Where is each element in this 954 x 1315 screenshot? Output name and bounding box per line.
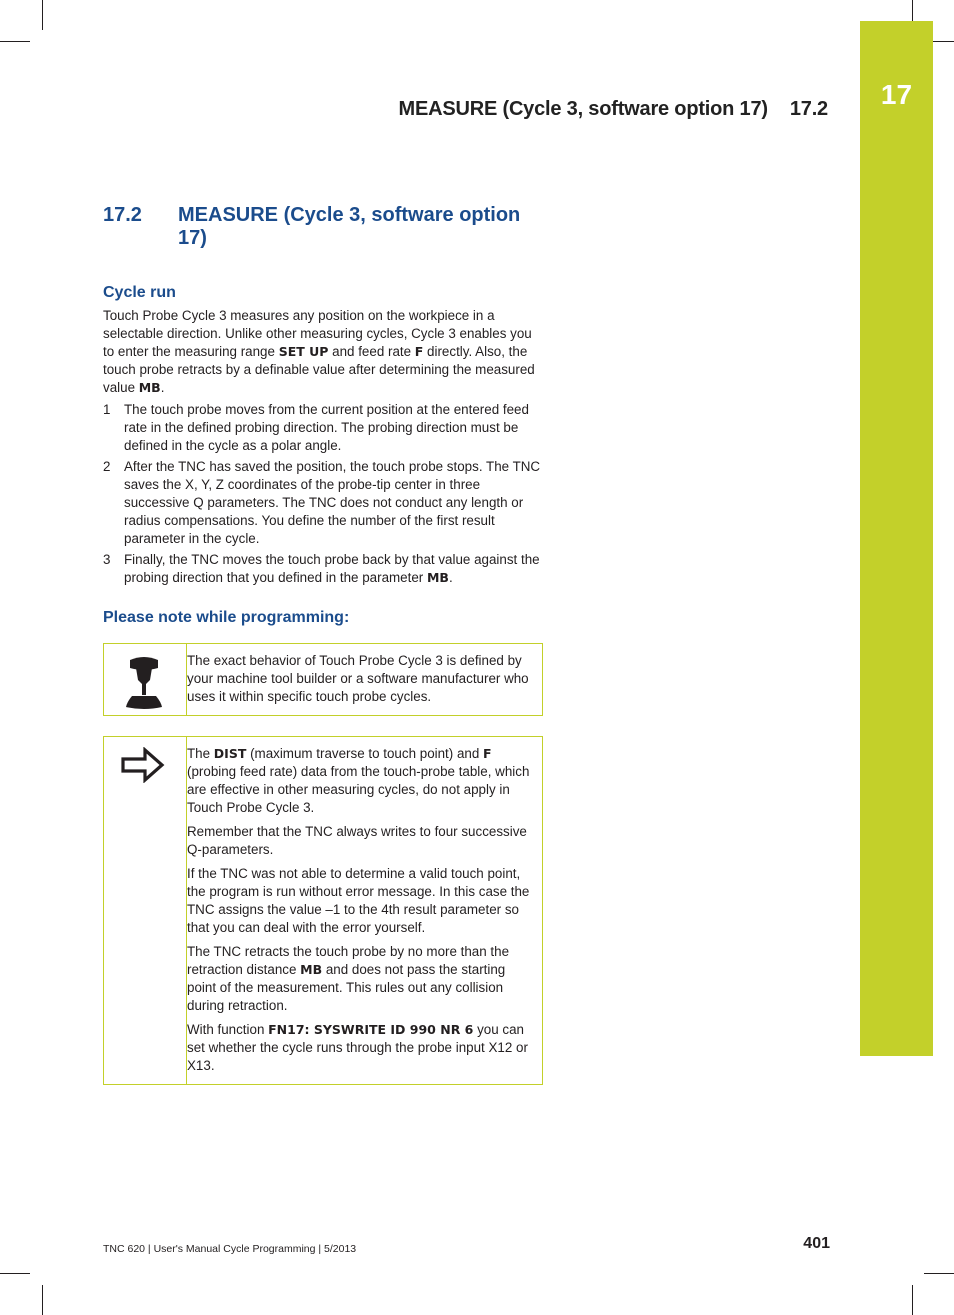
cycle-steps-list bbox=[103, 401, 543, 587]
page-number: 401 bbox=[803, 1235, 830, 1252]
list-item bbox=[103, 458, 543, 548]
step-text: The touch probe moves from the current position at the entered feed rate in the defined probing direction. The probing direction must be defined in the cycle as a polar angle. bbox=[124, 402, 529, 453]
note-icon-column bbox=[104, 644, 187, 715]
step-number: 2 bbox=[103, 459, 111, 474]
note-text-column bbox=[187, 737, 542, 1084]
note-paragraph: The DIST (maximum traverse to touch point) and F (probing feed rate) data from the touch-probe table, which are effective in other measuring cycles, do not apply in Touch Probe Cycle 3. bbox=[187, 746, 530, 815]
crop-mark bbox=[42, 1285, 43, 1315]
running-header-section: 17.2 bbox=[789, 98, 828, 120]
parameter-code: MB bbox=[426, 570, 449, 585]
note-paragraph: The TNC retracts the touch probe by no more than the retraction distance MB and does not pass the starting point of the measurement. This rules out any collision during retraction. bbox=[187, 944, 510, 1013]
parameter-code: FN17: SYSWRITE ID 990 NR 6 bbox=[268, 1022, 474, 1037]
note-icon-column bbox=[104, 737, 187, 1084]
note-paragraph: Remember that the TNC always writes to four successive Q-parameters. bbox=[187, 824, 527, 857]
step-text: Finally, the TNC moves the touch probe back by that value against the probing direction that you defined in the parameter MB. bbox=[124, 552, 540, 585]
machine-note-text: The exact behavior of Touch Probe Cycle 3 is defined by your machine tool builder or a software manufacturer who uses it within specific touch probe cycles. bbox=[187, 653, 529, 704]
parameter-code: F bbox=[414, 344, 424, 359]
crop-mark bbox=[42, 0, 43, 30]
cycle-run-intro: Touch Probe Cycle 3 measures any position on the workpiece in a selectable direction. Unlike other measuring cycles, Cycle 3 enables you to enter the measuring range SET UP and feed rate F directly. Also, the touch probe retracts by a definable value after determining the measured value MB. bbox=[103, 308, 535, 395]
step-number: 3 bbox=[103, 552, 111, 567]
note-paragraph: With function FN17: SYSWRITE ID 990 NR 6 you can set whether the cycle runs through the probe input X12 or X13. bbox=[187, 1022, 528, 1073]
machine-dependent-icon bbox=[124, 656, 164, 712]
chapter-number: 17 bbox=[880, 79, 913, 110]
crop-mark bbox=[0, 1273, 30, 1274]
page-content bbox=[103, 204, 543, 1085]
footer-text: TNC 620 | User's Manual Cycle Programming | 5/2013 bbox=[103, 1243, 357, 1255]
running-header bbox=[399, 98, 828, 121]
note-text-column bbox=[187, 644, 542, 715]
step-text: After the TNC has saved the position, the touch probe stops. The TNC saves the X, Y, Z coordinates of the probe-tip center in three successive Q parameters. The TNC does not conduct any length or radius compensations. You define the number of the first result parameter in the cycle. bbox=[124, 459, 541, 546]
chapter-tab bbox=[860, 21, 933, 1056]
parameter-code: MB bbox=[300, 962, 323, 977]
list-item bbox=[103, 401, 543, 455]
crop-mark bbox=[0, 41, 30, 42]
note-paragraph: If the TNC was not able to determine a valid touch point, the program is run without error message. In this case the TNC assigns the value –1 to the 4th result parameter so that you can deal with the error yourself. bbox=[187, 866, 530, 935]
parameter-code: SET UP bbox=[278, 344, 329, 359]
parameter-code: MB bbox=[138, 380, 161, 395]
parameter-code: F bbox=[483, 746, 492, 761]
cycle-run-heading: Cycle run bbox=[103, 284, 176, 301]
programming-notes-heading: Please note while programming: bbox=[103, 609, 350, 626]
list-item bbox=[103, 551, 543, 587]
section-title: MEASURE (Cycle 3, software option 17) bbox=[178, 204, 521, 249]
crop-mark bbox=[924, 1273, 954, 1274]
section-number: 17.2 bbox=[103, 204, 142, 226]
step-number: 1 bbox=[103, 402, 111, 417]
arrow-note-box bbox=[103, 736, 543, 1085]
parameter-code: DIST bbox=[213, 746, 247, 761]
crop-mark bbox=[912, 1285, 913, 1315]
machine-note-box bbox=[103, 643, 543, 716]
running-header-title: MEASURE (Cycle 3, software option 17) bbox=[398, 98, 768, 120]
section-heading bbox=[103, 204, 543, 250]
arrow-right-outline-icon bbox=[121, 747, 165, 783]
